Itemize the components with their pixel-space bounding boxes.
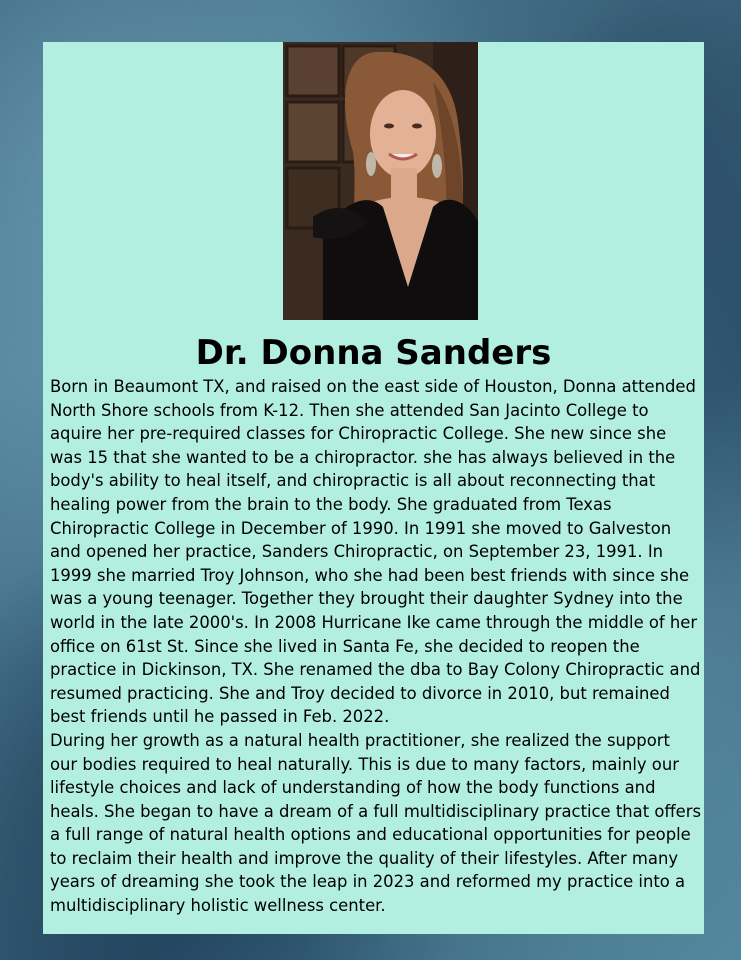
portrait-photo — [283, 42, 478, 320]
portrait-illustration — [283, 42, 478, 320]
bio-paragraph: Born in Beaumont TX, and raised on the east side of Houston, Donna attended North Shore schools from K-12. Then she attended San Jacinto College to aquire her pre-required classes for Chiropractic College. She new since she was 15 that she wanted to be a chiropractor. she has always believed in the body's ability to heal itself, and chiropractic is all about reconnecting that healing power from the brain to the body. She graduated from Texas Chiropractic College in December of 1990. In 1991 she moved to Galveston and opened her practice, Sanders Chiropractic, on September 23, 1991. In 1999 she married Troy Johnson, who she had been best friends with since she was a young teenager. Together they brought their daughter Sydney into the world in the late 2000's. In 2008 Hurricane Ike came through the middle of her office on 61st St. Since she lived in Santa Fe, she decided to reopen the practice in Dickinson, TX. She renamed the dba to Bay Colony Chiropractic and resumed practicing. She and Troy decided to divorce in 2010, but remained best friends until he passed in Feb. 2022. — [50, 377, 701, 727]
page-title: Dr. Donna Sanders — [195, 333, 552, 373]
bio-paragraph: During her growth as a natural health practitioner, she realized the support our bodies required to heal naturally. This is due to many factors, mainly our lifestyle choices and lack of understanding of how the body functions and heals. She began to have a dream of a full multidisciplinary practice that offers a full range of natural health options and educational opportunities for people to reclaim their health and improve the quality of their lifestyles. After many years of dreaming she took the leap in 2023 and reformed my practice into a multidisciplinary holistic wellness center. — [50, 730, 702, 916]
biography-text — [50, 375, 702, 918]
bio-card — [43, 42, 704, 934]
